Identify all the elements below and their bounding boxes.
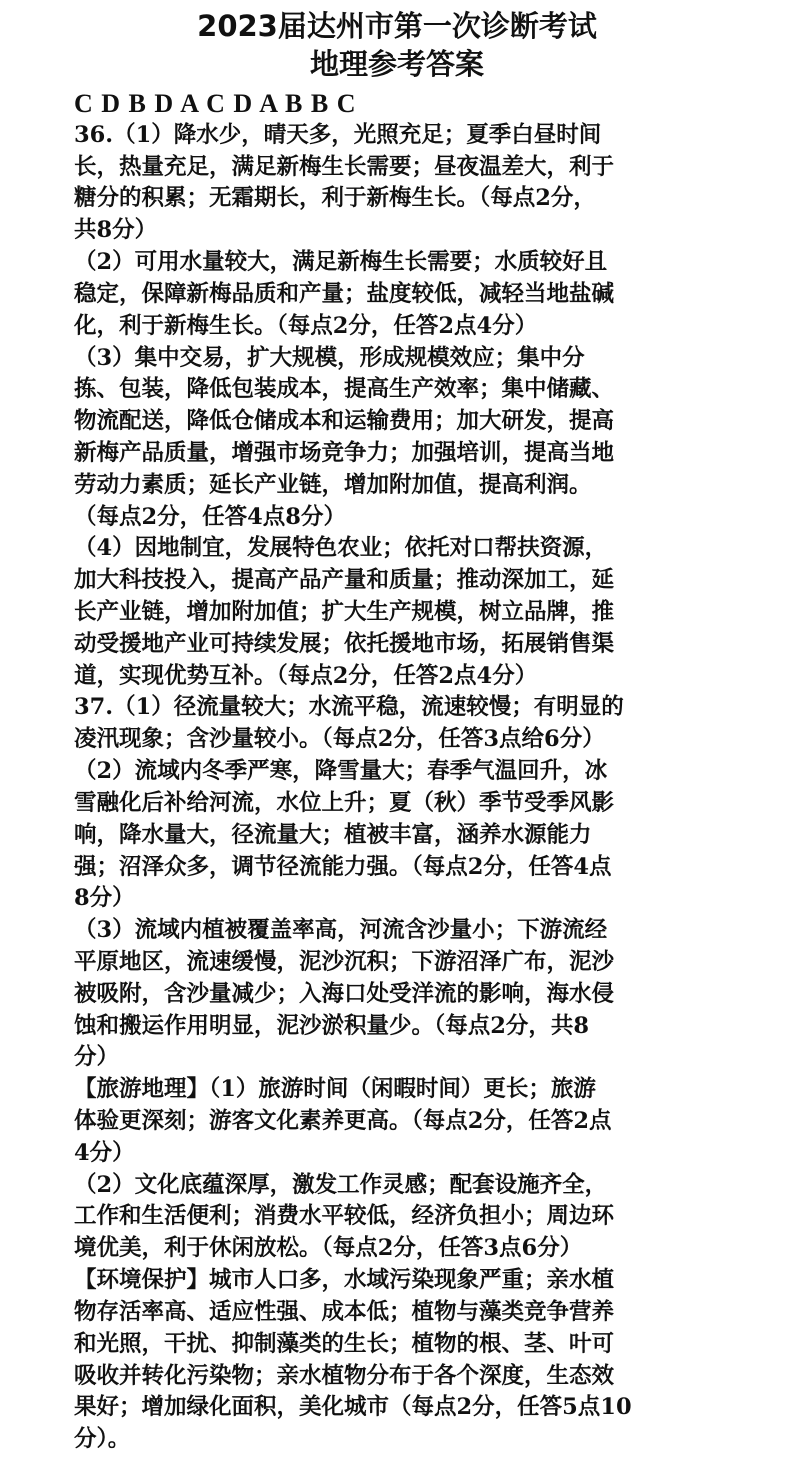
answer-line: 工作和生活便利；消费水平较低，经济负担小；周边环: [74, 1203, 615, 1230]
answer-line: （每点2分，任答4点8分）: [74, 503, 346, 530]
page-subtitle: 地理参考答案: [309, 47, 484, 81]
answer-line: （2）可用水量较大，满足新梅生长需要；水质较好且: [74, 249, 608, 276]
answer-line: （3）流域内植被覆盖率高，河流含沙量小；下游流经: [74, 917, 608, 944]
answer-line: 平原地区，流速缓慢，泥沙沉积；下游沼泽广布，泥沙: [74, 948, 615, 975]
answer-line: 4分）: [74, 1139, 135, 1166]
answer-line: 分）。: [74, 1426, 131, 1453]
answer-line: （3）集中交易，扩大规模，形成规模效应；集中分: [74, 344, 585, 371]
answer-line: 境优美，利于休闲放松。（每点2分，任答3点6分）: [74, 1235, 583, 1262]
answer-line: 体验更深刻；游客文化素养更高。（每点2分，任答2点: [74, 1108, 612, 1134]
answer-line: （2）文化底蕴深厚，激发工作灵感；配套设施齐全，: [74, 1171, 608, 1198]
answer-line: 【旅游地理】（1）旅游时间（闲暇时间）更长；旅游: [74, 1076, 596, 1103]
answer-line: 稳定，保障新梅品质和产量；盐度较低，减轻当地盐碱: [74, 280, 615, 307]
answer-line: 雪融化后补给河流，水位上升；夏（秋）季节受季风影: [74, 789, 615, 816]
answer-line: 加大科技投入，提高产品产量和质量；推动深加工，延: [74, 567, 615, 594]
answer-line: 和光照，干扰、抑制藻类的生长；植物的根、茎、叶可: [74, 1330, 615, 1357]
answer-line: 新梅产品质量，增强市场竞争力；加强培训，提高当地: [74, 439, 615, 466]
answer-line: 物存活率高、适应性强、成本低；植物与藻类竞争营养: [74, 1298, 615, 1325]
answer-line: 36.（1）降水少，晴天多，光照充足；夏季白昼时间: [74, 121, 602, 148]
answer-line: 蚀和搬运作用明显，泥沙淤积量少。（每点2分，共8: [74, 1012, 590, 1039]
answer-line: 共8分）: [74, 217, 158, 244]
answer-line: 化，利于新梅生长。（每点2分，任答2点4分）: [74, 312, 538, 339]
answer-line: 8分）: [74, 885, 135, 912]
answer-line: 果好；增加绿化面积，美化城市（每点2分，任答5点10: [74, 1394, 632, 1421]
answer-line: （2）流域内冬季严寒，降雪量大；春季气温回升，冰: [74, 758, 608, 785]
answer-line: 【环境保护】城市人口多，水域污染现象严重；亲水植: [74, 1267, 615, 1294]
answer-line: 物流配送，降低仓储成本和运输费用；加大研发，提高: [74, 408, 615, 435]
answer-line: 长产业链，增加附加值；扩大生产规模，树立品牌，推: [74, 599, 615, 625]
answer-line: 响，降水量大，径流量大；植被丰富，涵养水源能力: [74, 821, 592, 848]
answer-line: 凌汛现象；含沙量较小。（每点2分，任答3点给6分）: [74, 726, 605, 753]
answer-line: 强；沼泽众多，调节径流能力强。（每点2分，任答4点: [74, 853, 612, 880]
page-title: 2023届达州市第一次诊断考试: [197, 9, 597, 43]
answer-line: 吸收并转化污染物；亲水植物分布于各个深度，生态效: [74, 1362, 615, 1389]
answer-line: 拣、包装，降低包装成本，提高生产效率；集中储藏、: [74, 376, 615, 403]
answer-line: C D B D A C D A B B C: [74, 89, 357, 118]
answer-line: 分）: [74, 1044, 120, 1071]
answer-line: 动受援地产业可持续发展；依托援地市场，拓展销售渠: [74, 630, 615, 657]
answer-line: 37.（1）径流量较大；水流平稳，流速较慢；有明显的: [74, 694, 624, 721]
answer-line: 糖分的积累；无霜期长，利于新梅生长。（每点2分，: [74, 185, 596, 212]
answer-line: 被吸附，含沙量减少；入海口处受洋流的影响，海水侵: [74, 980, 615, 1007]
answer-line: 长，热量充足，满足新梅生长需要；昼夜温差大，利于: [74, 153, 615, 180]
answer-line: （4）因地制宜，发展特色农业；依托对口帮扶资源，: [74, 535, 608, 562]
answer-line: 劳动力素质；延长产业链，增加附加值，提高利润。: [74, 471, 592, 498]
answer-line: 道，实现优势互补。（每点2分，任答2点4分）: [74, 662, 538, 689]
answer-body: [74, 88, 774, 1456]
